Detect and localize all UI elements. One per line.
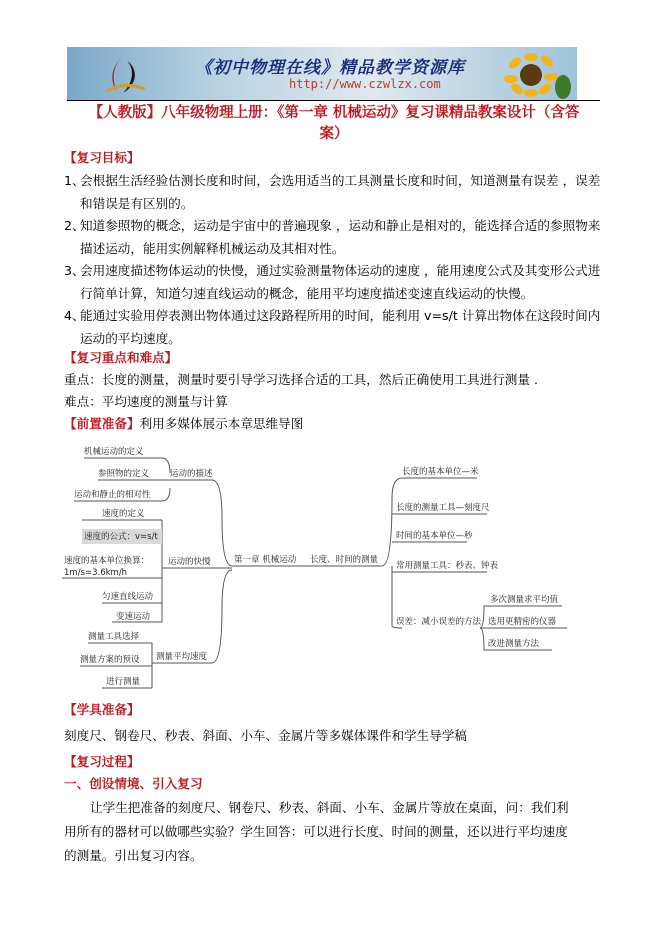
map-center-node: 第一章 机械运动 xyxy=(234,555,297,565)
map-desc-node: 运动的描述 xyxy=(170,469,213,479)
key-point: 重点：长度的测量，测量时要引导学习选择合适的工具，然后正确使用工具进行测量 . xyxy=(64,372,538,387)
header-rule xyxy=(67,100,600,101)
map-length-item-1: 长度的基本单位—米 xyxy=(402,467,479,477)
prep-text: 利用多媒体展示本章思维导图 xyxy=(139,416,304,431)
map-speed-item-4: 1m/s=3.6km/h xyxy=(64,568,128,578)
process-heading: 【复习过程】 xyxy=(64,754,140,769)
prep-heading: 【前置准备】 xyxy=(64,416,140,431)
header-banner xyxy=(67,47,577,100)
goal-item-3: 3、 会用速度描述物体运动的快慢，通过实验测量物体运动的速度 ，能用速度公式及其变形公式进行简单计算，知道匀速直线运动的概念，能用平均速度描述变速直线运动的快慢。 xyxy=(64,263,601,301)
map-speed-item-3: 速度的基本单位换算： xyxy=(64,556,150,566)
map-avg-item-3: 进行测量 xyxy=(106,677,141,687)
para1-line3: 的测量。引出复习内容。 xyxy=(64,848,203,863)
goals-heading: 【复习目标】 xyxy=(64,150,140,165)
map-desc-item-3: 运动和静止的相对性 xyxy=(74,490,151,500)
difficulty-point: 难点：平均速度的测量与计算 xyxy=(64,394,228,409)
map-avg-node: 测量平均速度 xyxy=(156,652,208,662)
para1-line1: 让学生把准备的刻度尺、钢卷尺、秒表、斜面、小车、金属片等放在桌面，问：我们利 xyxy=(90,800,569,815)
map-error-item-2: 选用更精密的仪器 xyxy=(488,617,557,627)
sunflower-icon xyxy=(501,47,571,100)
map-speed-item-2: 速度的公式：v=s/t xyxy=(84,532,158,542)
goal-item-1: 1、 会根据生活经验估测长度和时间，会选用适当的工具测量长度和时间，知道测量有误差 ，误差和错误是有区别的。 xyxy=(64,173,601,211)
map-error-item-1: 多次测量求平均值 xyxy=(490,595,559,605)
site-logo-icon xyxy=(103,51,147,97)
map-avg-item-1: 测量工具选择 xyxy=(88,632,140,642)
mind-map xyxy=(62,438,607,693)
map-speed-item-1: 速度的定义 xyxy=(102,509,145,519)
map-error-item-3: 改进测量方法 xyxy=(488,639,540,649)
tools-text: 刻度尺、钢卷尺、秒表、斜面、小车、金属片等多媒体课件和学生导学稿 xyxy=(64,728,467,743)
goal-item-4: 4、 能通过实验用停表测出物体通过这段路程所用的时间，能利用 v=s/t 计算出物体在这段时间内运动的平均速度。 xyxy=(64,308,601,346)
banner-title: 《初中物理在线》精品教学资源库 xyxy=(195,58,465,78)
map-desc-item-1: 机械运动的定义 xyxy=(84,447,144,457)
document-title: 【人教版】八年级物理上册：《第一章 机械运动》复习课精品教案设计（含答 案） xyxy=(88,105,580,142)
map-desc-item-2: 参照物的定义 xyxy=(98,469,150,479)
banner-url[interactable]: http://www.czwlzx.com xyxy=(289,77,441,91)
goal-item-2: 2、 知道参照物的概念，运动是宇宙中的普遍现象 ，运动和静止是相对的，能选择合适的参照物来描述运动，能用实例解释机械运动及其相对性。 xyxy=(64,218,601,256)
map-length-node: 长度、时间的测量 xyxy=(310,555,379,565)
prep-line xyxy=(64,413,303,435)
map-speed-node: 运动的快慢 xyxy=(168,557,211,567)
section1-heading: 一、创设情境、引入复习 xyxy=(64,776,203,791)
map-length-item-4: 常用测量工具：秒表、钟表 xyxy=(396,561,499,571)
para1-line2: 用所有的器材可以做哪些实验？学生回答：可以进行长度、时间的测量，还以进行平均速度 xyxy=(64,824,568,839)
key-heading: 【复习重点和难点】 xyxy=(64,350,178,365)
map-length-item-2: 长度的测量工具—刻度尺 xyxy=(396,503,490,513)
map-speed-item-6: 变速运动 xyxy=(116,612,151,622)
map-length-item-3: 时间的基本单位—秒 xyxy=(396,531,473,541)
tools-heading: 【学具准备】 xyxy=(64,702,140,717)
map-error-node: 误差：减小误差的方法 xyxy=(396,617,482,627)
map-avg-item-2: 测量方案的预设 xyxy=(80,655,140,665)
map-speed-item-5: 匀速直线运动 xyxy=(102,592,154,602)
